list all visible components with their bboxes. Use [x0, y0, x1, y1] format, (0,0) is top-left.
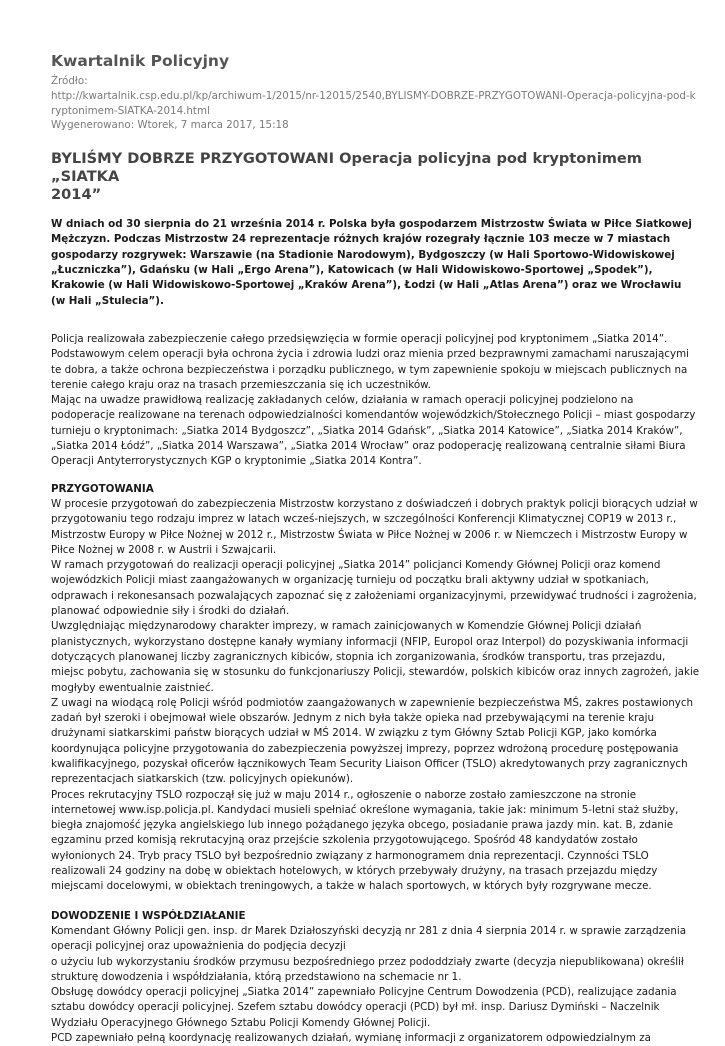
section-command-text — [51, 924, 687, 1046]
intro-paragraph — [51, 332, 696, 470]
lead-text-line: Krakowie (w Hali Widowiskowo-Sportowej „Kraków Arena”), Łodzi (w Hali „Atlas Arena”) oraz we Wrocławiu — [51, 279, 682, 292]
body-text-line: W ramach przygotowań do realizacji operacji policyjnej „Siatka 2014” policjanci Komendy Głównej Policji oraz komend — [51, 559, 661, 572]
body-text-line: reprezentacjach siatkarskich (tzw. policyjnych opiekunów). — [51, 773, 354, 786]
body-text-line: miejsc pobytu, zachowania się w stosunku do funkcjonariuszy Policji, stewardów, polskich kibiców oraz innych zagrożeń, jakie — [51, 666, 700, 679]
body-text-line: „Siatka 2014 Łódź”, „Siatka 2014 Warszawa”, „Siatka 2014 Wrocław” oraz podoperację realizowaną centralnie siłami Biura — [51, 440, 686, 453]
body-text-line: Piłce Nożnej w 2008 r. w Austrii i Szwajcarii. — [51, 543, 277, 556]
body-text-line: o użyciu lub wykorzystaniu środków przymusu bezpośredniego przez pododdziały zwarte (decyzja niepublikowana) określił — [51, 955, 684, 968]
body-text-line: Komendant Główny Policji gen. insp. dr Marek Działoszyński decyzją nr 281 z dnia 4 sierpnia 2014 r. w sprawie zarządzenia — [51, 924, 687, 937]
body-text-line: wojewódzkich Policji miast zaangażowanych w organizację turnieju od początku brali aktywny udział w spotkaniach, — [51, 574, 649, 587]
body-text-line: strukturę dowodzenia i współdziałania, którą przedstawiono na schemacie nr 1. — [51, 970, 462, 983]
body-text-line: drużynami siatkarskimi państw biorących udział w MŚ 2014. W związku z tym Główny Sztab Policji KGP, jako komórka — [51, 727, 657, 740]
lead-text-line: (w Hali „Stulecia”). — [51, 294, 164, 307]
body-text-line: Podstawowym celem operacji była ochrona życia i zdrowia ludzi oraz mienia przed bezprawnymi zamachami naruszającymi — [51, 348, 689, 361]
body-text-line: biegła znajomość języka angielskiego lub innego pożądanego języka obcego, posiadanie prawa jazdy min. kat. B, zdanie — [51, 819, 674, 832]
body-text-line: planować odpowiednie siły i środki do działań. — [51, 605, 290, 618]
body-text-line: W procesie przygotowań do zabezpieczenia Mistrzostw korzystano z doświadczeń i dobrych praktyk policji biorących udział w — [51, 497, 698, 510]
body-text-line: Proces rekrutacyjny TSLO rozpoczął się już w maju 2014 r., ogłoszenie o naborze zostało zamieszczone na stronie — [51, 788, 637, 801]
section-heading-preparations: PRZYGOTOWANIA — [51, 482, 154, 495]
generated-date: Wygenerowano: Wtorek, 7 marca 2017, 15:18 — [51, 119, 289, 132]
body-text-line: Obsługę dowódcy operacji policyjnej „Siatka 2014” zapewniało Policyjne Centrum Dowodzenia (PCD), realizujące zadania — [51, 986, 677, 999]
body-text-line: Z uwagi na wiodącą rolę Policji wśród podmiotów zaangażowanych w zapewnienie bezpieczeństwa MŚ, zakres postawionych — [51, 696, 694, 709]
body-text-line: zadań był szeroki i obejmował wiele obszarów. Jednym z nich była także opieka nad przebywającymi na terenie kraju — [51, 712, 654, 725]
article-lead — [51, 217, 692, 309]
article-title — [51, 150, 677, 204]
lead-text-line: gospodarzy rozgrywek: Warszawie (na Stadionie Narodowym), Bydgoszczy (w Hali Sportowo-Widowiskowej — [51, 248, 675, 261]
lead-text-line: W dniach od 30 sierpnia do 21 września 2014 r. Polska była gospodarzem Mistrzostw Świata w Piłce Siatkowej — [51, 218, 692, 231]
body-text-line: mogłyby ewentualnie zaistnieć. — [51, 681, 214, 694]
body-text-line: planistycznych, wykorzystano dostępne kanały wymiany informacji (NFIP, Europol oraz Interpol) do pozyskiwania informacji — [51, 635, 689, 648]
body-text-line: Policja realizowała zabezpieczenie całego przedsięwzięcia w formie operacji policyjnej pod kryptonimem „Siatka 2014”. — [51, 332, 668, 345]
body-text-line: internetowej www.isp.policja.pl. Kandydaci musieli spełniać określone wymagania, takie jak: minimum 5-letni staż służby, — [51, 803, 679, 816]
lead-text-line: Mężczyzn. Podczas Mistrzostw 24 reprezentacje różnych krajów rozegrały łącznie 103 mecze w 7 miastach — [51, 233, 671, 246]
body-text-line: Operacji Antyterrorystycznych KGP o kryptonimie „Siatka 2014 Kontra”. — [51, 455, 422, 468]
body-text-line: miejscami docelowymi, w obiektach treningowych, a także w halach sportowych, w których były rozgrywane mecze. — [51, 880, 652, 893]
article-title-line-2: 2014” — [51, 186, 102, 204]
source-url-line-2[interactable]: ryptonimem-SIATKA-2014.html — [51, 104, 210, 117]
source-url-line-1[interactable]: http://kwartalnik.csp.edu.pl/kp/archiwum-1/2015/nr-12015/2540,BYLISMY-DOBRZE-PRZYGOTOWANI-Operacja-policyjna-pod-k — [51, 89, 696, 102]
body-text-line: przygotowaniu tego rodzaju imprez w latach wcześ-niejszych, w szczególności Konferencji Klimatycznej COP19 w 2013 r., — [51, 513, 677, 526]
body-text-line: PCD zapewniało pełną koordynację realizowanych działań, wymianę informacji z organizatorem odpowiedzialnym za — [51, 1032, 651, 1045]
section-heading-command: DOWODZENIE I WSPÓŁDZIAŁANIE — [51, 909, 246, 922]
body-text-line: podoperacje realizowane na terenach odpowiedzialności komendantów wojewódzkich/Stołecznego Policji – miast gospodarzy — [51, 409, 696, 422]
body-text-line: odprawach i rekonesansach pozwalających zapoznać się z założeniami organizacyjnymi, przewidywać trudności i zagrożenia, — [51, 589, 697, 602]
source-label: Źródło: — [51, 75, 88, 87]
site-title: Kwartalnik Policyjny — [51, 52, 230, 70]
body-text-line: sztabu dowódcy operacji policyjnej. Szefem sztabu dowódcy operacji (PCD) był mł. insp. Dariusz Dymiński – Naczelnik — [51, 1001, 660, 1014]
body-text-line: Uwzględniając międzynarodowy charakter imprezy, w ramach zainicjowanych w Komendzie Głównej Policji działań — [51, 620, 642, 633]
body-text-line: egzaminu przed komisją rekrutacyjną oraz przejście szkolenia przygotowującego. Spośród 48 kandydatów zostało — [51, 834, 638, 847]
body-text-line: Mając na uwadze prawidłową realizację zakładanych celów, działania w ramach operacji policyjnej podzielono na — [51, 394, 634, 407]
body-text-line: Mistrzostw Europy w Piłce Nożnej w 2012 r., Mistrzostw Świata w Piłce Nożnej w 2006 r. w Niemczech i Mistrzostw Europy w — [51, 528, 688, 541]
source-meta — [51, 74, 696, 133]
body-text-line: wyłonionych 24. Tryb pracy TSLO był bezpośrednio związany z harmonogramem dnia reprezentacji. Czynności TSLO — [51, 849, 649, 862]
article-title-line-1: BYLIŚMY DOBRZE PRZYGOTOWANI Operacja policyjna pod kryptonimem „SIATKA — [51, 150, 643, 186]
body-text-line: operacji policyjnej oraz upoważnienia do podjęcia decyzji — [51, 940, 346, 953]
lead-text-line: „Łuczniczka”), Gdańsku (w Hali „Ergo Arena”), Katowicach (w Hali Widowiskowo-Sportowej „Spodek”), — [51, 264, 653, 277]
body-text-line: terenie całego kraju oraz na trasach przemieszczania się ich uczestników. — [51, 378, 431, 391]
body-text-line: koordynująca policyjne przygotowania do zabezpieczenia powyższej imprezy, poprzez wdrożoną procedurę postępowania — [51, 742, 679, 755]
body-text-line: dotyczących planowanej liczby zagranicznych kibiców, stopnia ich zorganizowania, środków transportu, tras przejazdu, — [51, 650, 666, 663]
body-text-line: kwalifikacyjnego, pozyskał oficerów łącznikowych Team Security Liaison Officer (TSLO) akredytowanych przy zagranicznych — [51, 757, 688, 770]
section-preparations-text — [51, 497, 700, 895]
body-text-line: turnieju o kryptonimach: „Siatka 2014 Bydgoszcz”, „Siatka 2014 Gdańsk”, „Siatka 2014 Katowice”, „Siatka 2014 Kraków”, — [51, 424, 683, 437]
body-text-line: Wydziału Operacyjnego Głównego Sztabu Policji Komendy Głównej Policji. — [51, 1016, 431, 1029]
article-body — [51, 332, 700, 1046]
body-text-line: te dobra, a także ochrona bezpieczeństwa i porządku publicznego, w tym zapewnienie spokoju w miejscach publicznych na — [51, 363, 688, 376]
body-text-line: realizowali 24 godziny na dobę w obiektach hotelowych, w których przebywały drużyny, na trasach przejazdu między — [51, 865, 658, 878]
